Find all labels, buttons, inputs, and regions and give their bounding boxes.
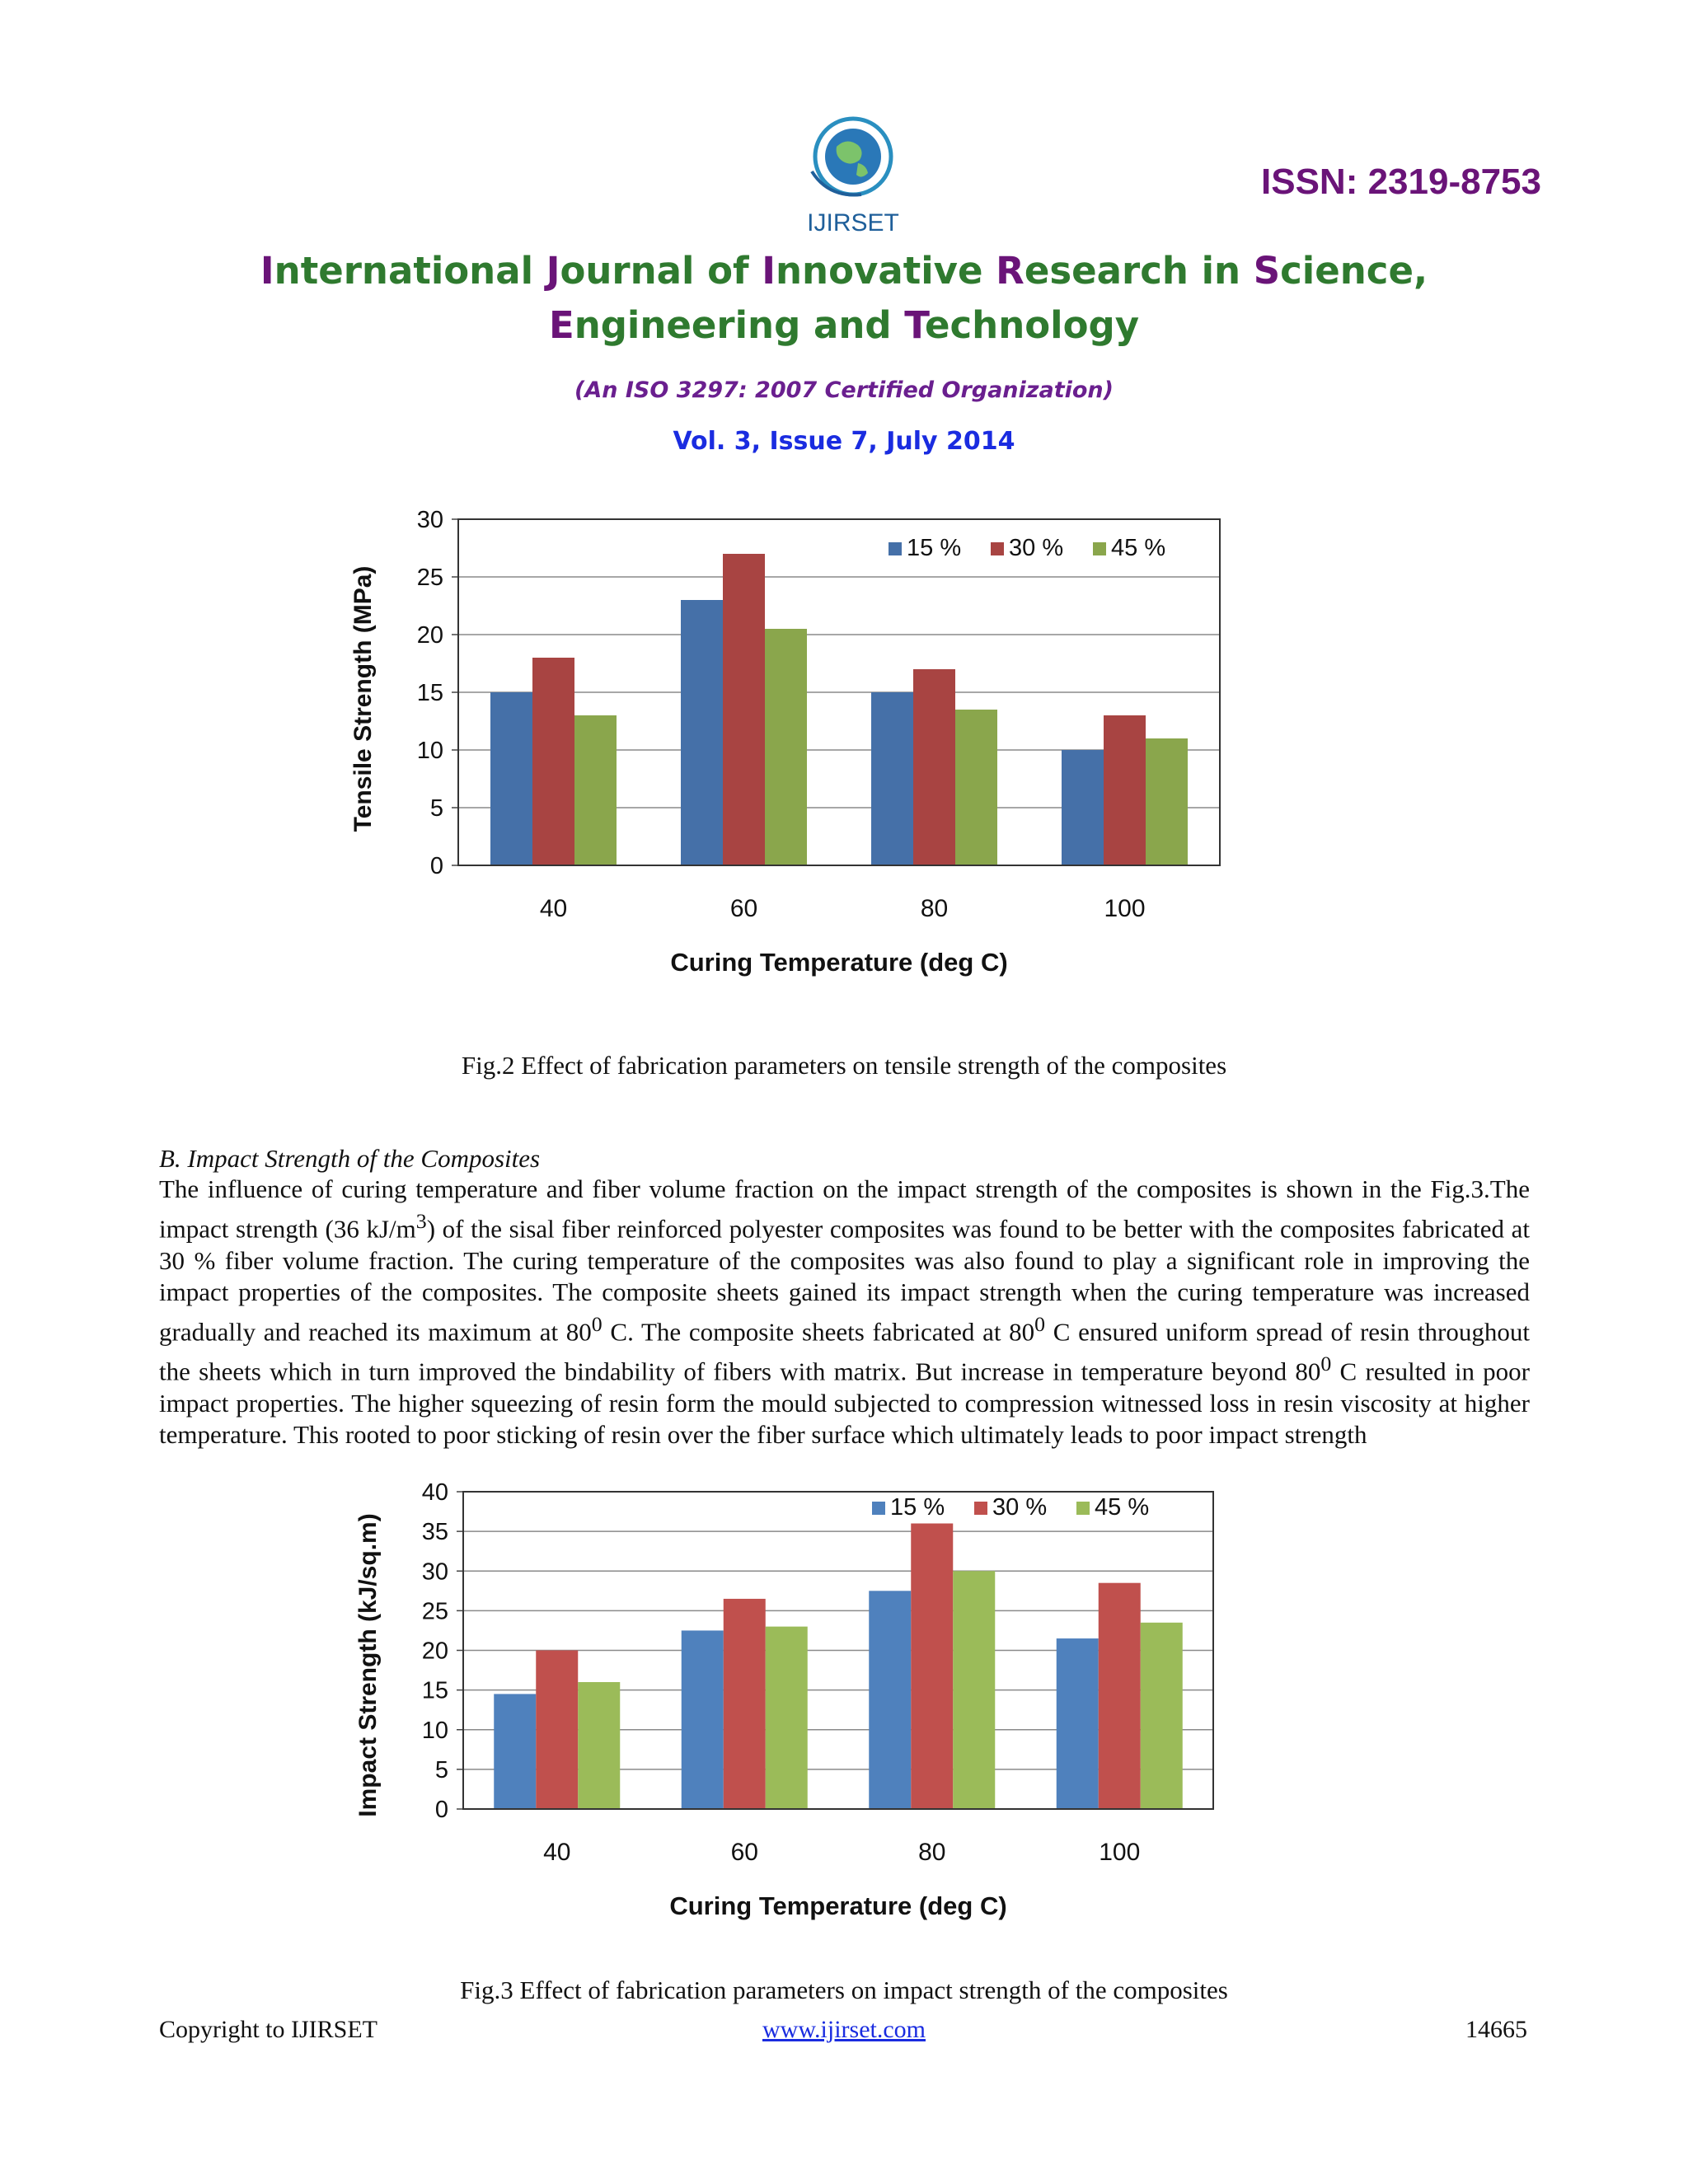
legend-label: 15 % [907,535,962,561]
para-text-3: C. The composite sheets fabricated at 80 [602,1317,1035,1347]
page-number: 14665 [1465,2016,1527,2043]
bar [955,710,997,865]
superscript-1: 3 [415,1208,427,1233]
x-tick-label: 40 [539,895,568,922]
title-segment: nnovative [776,249,996,293]
title-segment: J [546,249,560,293]
superscript-4: 0 [1320,1351,1332,1376]
section-heading: B. Impact Strength of the Composites [159,1144,541,1173]
x-tick-label: 100 [1099,1839,1141,1866]
journal-title [165,244,1523,353]
bar [494,1694,536,1809]
logo-text: IJIRSET [807,209,899,237]
impact-strength-chart [346,1467,1253,1929]
bar [765,629,807,865]
legend-swatch [991,542,1004,555]
bar [766,1627,808,1809]
iso-certification: (An ISO 3297: 2007 Certified Organization) [574,377,1114,403]
legend-swatch [974,1502,987,1515]
bar [913,669,955,865]
bar [578,1682,620,1809]
legend-swatch [889,542,902,555]
y-tick-label: 5 [429,795,443,822]
footer-website-link[interactable]: www.ijirset.com [762,2016,926,2043]
y-tick-label: 35 [421,1519,448,1546]
para-text-1: The influence of curing temperature and fiber volume fraction on the impact strength of the composites is shown in the Fig.3.The impact strength (36 kJ/m [159,1174,1530,1243]
y-tick-label: 20 [421,1638,448,1665]
legend-label: 15 % [890,1494,945,1521]
title-segment: ngineering and [574,303,905,347]
y-axis-label: Impact Strength (kJ/sq.m) [354,1513,382,1817]
x-tick-label: 80 [920,895,949,922]
superscript-3: 0 [1034,1311,1046,1336]
bar [1057,1638,1099,1809]
legend-label: 30 % [992,1494,1048,1521]
title-segment: I [260,249,274,293]
y-tick-label: 40 [421,1479,448,1506]
title-segment: cience, [1280,249,1428,293]
globe-logo-icon [779,105,927,237]
para-text-2: ) of the sisal fiber reinforced polyester composites was found to be better with the composites fabricated at 30 % fiber volume fraction. The curing temperature of the composites was also found to play a significant role in improving the impact properties of the composites. The composite sheets gained its impact strength when the curing temperature was increased gradually and reached its maximum at 80 [159,1213,1530,1347]
x-tick-label: 60 [730,1839,758,1866]
legend-swatch [872,1502,885,1515]
journal-title-line-2 [165,298,1523,353]
title-segment: esearch in [1024,249,1254,293]
y-tick-label: 10 [421,1717,448,1744]
legend-label: 30 % [1009,535,1064,561]
bar [1104,715,1146,865]
y-tick-label: 0 [434,1797,448,1823]
title-segment: E [548,303,574,347]
y-tick-label: 25 [416,565,443,591]
legend-swatch [1076,1502,1090,1515]
bar [724,1599,766,1809]
para-text-5: C resulted in poor impact properties. The higher squeezing of resin form the mould subjected to compression witnessed loss in resin viscosity at higher temperature. This rooted to poor sticking of resin over the fiber surface which ultimately leads to poor impact strength [159,1356,1531,1450]
bar [1099,1583,1141,1809]
title-segment: ournal of [560,249,762,293]
journal-logo [779,105,927,237]
bar [1146,738,1188,865]
volume-issue: Vol. 3, Issue 7, July 2014 [673,427,1015,456]
bar [490,692,532,865]
y-tick-label: 0 [429,853,443,879]
bar [911,1524,953,1810]
footer-copyright: Copyright to IJIRSET [159,2016,378,2043]
y-tick-label: 30 [416,507,443,533]
legend-label: 45 % [1111,535,1166,561]
y-tick-label: 15 [421,1677,448,1704]
body-paragraph [159,1174,1530,1451]
x-axis-label: Curing Temperature (deg C) [670,948,1008,977]
x-tick-label: 80 [918,1839,946,1866]
title-segment: R [996,249,1025,293]
bar [532,658,574,865]
title-segment: nternational [274,249,546,293]
title-segment: T [904,303,925,347]
y-tick-label: 5 [434,1756,448,1783]
fig3-caption: Fig.3 Effect of fabrication parameters on impact strength of the composites [460,1975,1228,2004]
bar [1062,750,1104,865]
bar [536,1651,578,1810]
y-tick-label: 15 [416,680,443,706]
para-text-4: C ensured uniform spread of resin throughout the sheets which in turn improved the bindability of fibers with matrix. But increase in temperature beyond 80 [159,1317,1530,1385]
legend-label: 45 % [1095,1494,1150,1521]
fig2-caption: Fig.2 Effect of fabrication parameters on tensile strength of the composites [461,1051,1227,1080]
y-tick-label: 25 [421,1598,448,1625]
title-segment: echnology [924,303,1140,347]
y-tick-label: 10 [416,738,443,764]
x-tick-label: 100 [1104,895,1146,922]
title-segment: S [1253,249,1281,293]
y-tick-label: 30 [421,1558,448,1586]
bar [869,1591,911,1809]
bar [1141,1623,1183,1809]
x-axis-label: Curing Temperature (deg C) [669,1891,1007,1920]
title-segment: I [762,249,776,293]
tensile-strength-chart [346,494,1253,989]
bar [574,715,617,865]
bar [681,600,723,865]
bar [871,692,913,865]
bar [682,1630,724,1809]
x-tick-label: 60 [729,895,758,922]
bar [953,1571,995,1809]
legend-swatch [1093,542,1106,555]
bar [723,554,765,865]
x-tick-label: 40 [543,1839,571,1866]
issn: ISSN: 2319-8753 [1261,162,1541,202]
y-axis-label: Tensile Strength (MPa) [349,565,377,832]
y-tick-label: 20 [416,622,443,649]
superscript-2: 0 [591,1311,603,1336]
journal-title-line-1 [165,244,1523,298]
